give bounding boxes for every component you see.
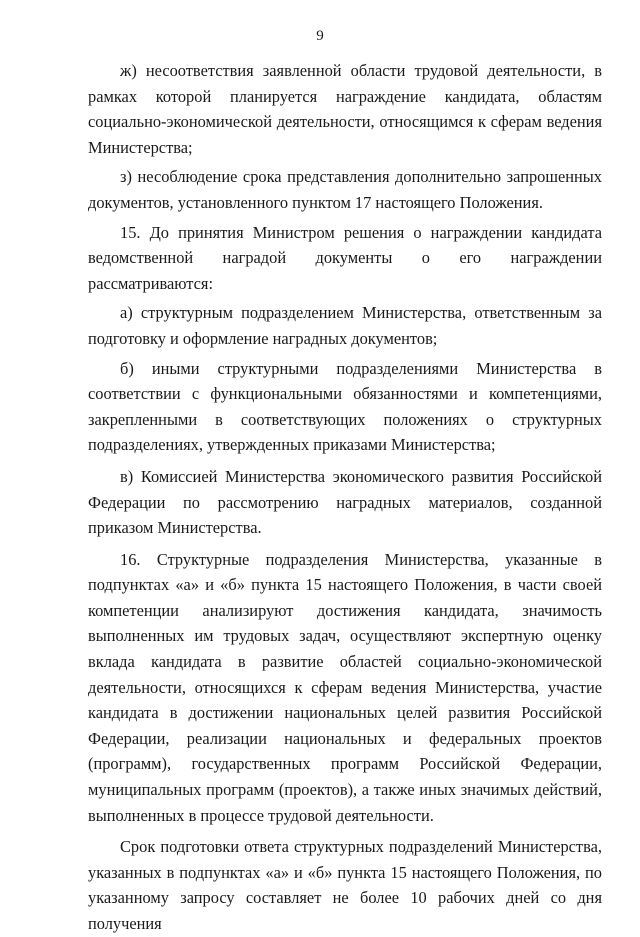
paragraph-item-b: б) иными структурными подразделениями Министерства в соответствии с функциональными обязанностями и компетенциями, закрепленными в соответствующих положениях о структурных подразделениях, утвержденных приказами Министерства; bbox=[88, 358, 602, 455]
paragraph-clause-16: 16. Структурные подразделения Министерства, указанные в подпунктах «а» и «б» пункта 15 настоящего Положения, в части своей компетенции анализируют достижения кандидата, значимость выполненных им трудовых задач, осуществляют экспертную оценку вклада кандидата в развитие областей социально-экономической деятельности, относящихся к сферам ведения Министерства, участие кандидата в достижении национальных целей развития Российской Федерации, реализации национальных и федеральных проектов (программ), государственных программ Российской Федерации, муниципальных программ (проектов), а также иных значимых действий, выполненных в процессе трудовой деятельности. bbox=[88, 549, 602, 825]
paragraph-item-v: в) Комиссией Министерства экономического развития Российской Федерации по рассмотрению наградных материалов, созданной приказом Министерства. bbox=[88, 466, 602, 538]
paragraph-item-z: з) несоблюдение срока представления дополнительно запрошенных документов, установленного пунктом 17 настоящего Положения. bbox=[88, 167, 602, 212]
document-body bbox=[88, 58, 602, 937]
paragraph-item-zh: ж) несоответствия заявленной области трудовой деятельности, в рамках которой планируется награждение кандидата, областям социально-экономической деятельности, относящимся к сферам ведения Министерства; bbox=[88, 61, 602, 157]
page-number: 9 bbox=[316, 28, 324, 44]
paragraph-response-deadline: Срок подготовки ответа структурных подразделений Министерства, указанных в подпунктах «а» и «б» пункта 15 настоящего Положения, по указанному запросу составляет не более 10 рабочих дней со дня получения bbox=[88, 837, 602, 933]
paragraph-item-a: а) структурным подразделением Министерства, ответственным за подготовку и оформление наградных документов; bbox=[88, 303, 602, 348]
paragraph-clause-15: 15. До принятия Министром решения о награждении кандидата ведомственной наградой документы о его награждении рассматриваются: bbox=[88, 222, 602, 293]
